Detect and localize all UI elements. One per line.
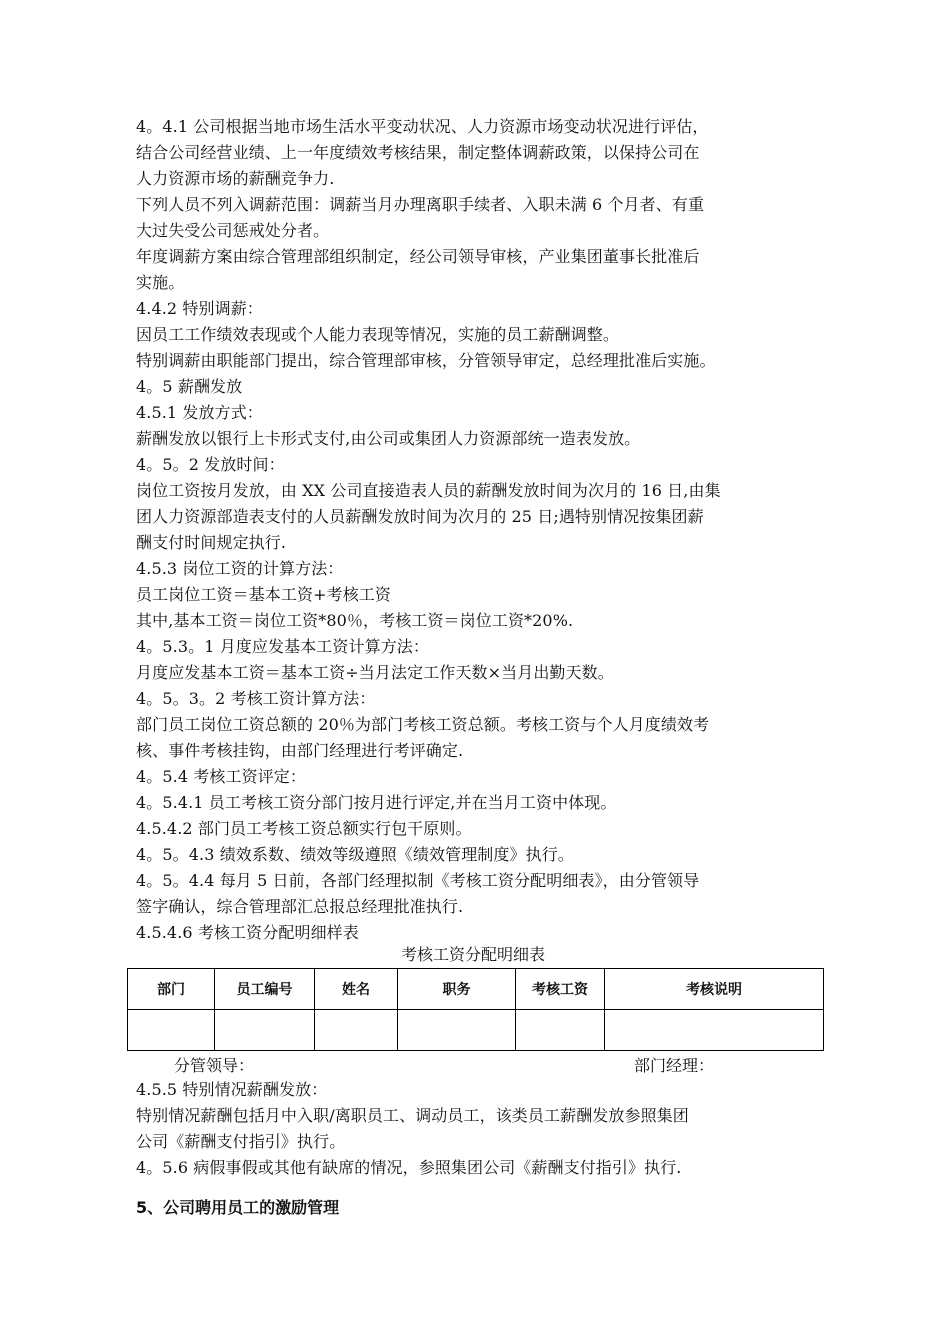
table-cell: [215, 1010, 315, 1051]
subsection-heading: 4.5.4.6 考核工资分配明细样表: [136, 923, 359, 942]
formula-line: 其中,基本工资＝岗位工资*80％，考核工资＝岗位工资*20%.: [136, 611, 574, 630]
table-cell: [128, 1010, 215, 1051]
text-line: 4。5。4.3 绩效系数、绩效等级遵照《绩效管理制度》执行。: [136, 845, 574, 864]
table-cell: [398, 1010, 516, 1051]
text-line: 4。5.6 病假事假或其他有缺席的情况，参照集团公司《薪酬支付指引》执行.: [136, 1158, 682, 1177]
text-line: 4.5.4.2 部门员工考核工资总额实行包干原则。: [136, 819, 472, 838]
formula-line: 月度应发基本工资＝基本工资÷当月法定工作天数×当月出勤天数。: [136, 663, 614, 682]
text-line: 部门员工岗位工资总额的 20％为部门考核工资总额。考核工资与个人月度绩效考: [136, 715, 710, 734]
text-line: 结合公司经营业绩、上一年度绩效考核结果，制定整体调薪政策，以保持公司在: [136, 143, 700, 162]
text-line: 团人力资源部造表支付的人员薪酬发放时间为次月的 25 日;遇特别情况按集团薪: [136, 507, 704, 526]
subsection-heading: 4。5.4 考核工资评定：: [136, 767, 307, 786]
text-line: 下列人员不列入调薪范围：调薪当月办理离职手续者、入职未满 6 个月者、有重: [136, 195, 705, 214]
table-header-cell: 考核说明: [605, 969, 824, 1010]
text-line: 4。5。4.4 每月 5 日前，各部门经理拟制《考核工资分配明细表》，由分管领导: [136, 871, 700, 890]
signature-row: [136, 1051, 826, 1081]
text-line: 大过失受公司惩戒处分者。: [136, 221, 330, 240]
text-line: 岗位工资按月发放，由 XX 公司直接造表人员的薪酬发放时间为次月的 16 日,由集: [136, 481, 721, 500]
subsection-heading: 4。5 薪酬发放: [136, 377, 243, 396]
paragraphs-top: [136, 114, 826, 946]
text-line: 签字确认，综合管理部汇总报总经理批准执行.: [136, 897, 464, 916]
table-header-cell: 员工编号: [215, 969, 315, 1010]
text-line: 因员工工作绩效表现或个人能力表现等情况，实施的员工薪酬调整。: [136, 325, 620, 344]
table-header-cell: 职务: [398, 969, 516, 1010]
text-line: 酬支付时间规定执行.: [136, 533, 287, 552]
table-header-row: [128, 969, 824, 1010]
table-cell: [516, 1010, 605, 1051]
text-line: 人力资源市场的薪酬竞争力.: [136, 169, 335, 188]
section-heading: 5、公司聘用员工的激励管理: [136, 1198, 340, 1217]
table-header-cell: 姓名: [315, 969, 398, 1010]
text-line: 核、事件考核挂钩，由部门经理进行考评确定.: [136, 741, 464, 760]
table-cell: [605, 1010, 824, 1051]
text-line: 特别调薪由职能部门提出，综合管理部审核，分管领导审定，总经理批准后实施。: [136, 351, 716, 370]
text-line: 年度调薪方案由综合管理部组织制定，经公司领导审核，产业集团董事长批准后: [136, 247, 700, 266]
text-line: 公司《薪酬支付指引》执行。: [136, 1132, 346, 1151]
text-line: 4。5.4.1 员工考核工资分部门按月进行评定,并在当月工资中体现。: [136, 793, 617, 812]
assessment-salary-table: [127, 968, 824, 1051]
text-line: 特别情况薪酬包括月中入职/离职员工、调动员工，该类员工薪酬发放参照集团: [136, 1106, 689, 1125]
text-line: 实施。: [136, 273, 185, 292]
table-header-cell: 部门: [128, 969, 215, 1010]
subsection-heading: 4.4.2 特别调薪：: [136, 299, 263, 318]
table-cell: [315, 1010, 398, 1051]
table-header-cell: 考核工资: [516, 969, 605, 1010]
subsection-heading: 4.5.3 岗位工资的计算方法：: [136, 559, 344, 578]
paragraphs-bottom: [136, 1077, 826, 1181]
subsection-heading: 4。5。3。2 考核工资计算方法：: [136, 689, 376, 708]
formula-line: 员工岗位工资＝基本工资+考核工资: [136, 585, 392, 604]
table-row: [128, 1010, 824, 1051]
text-line: 薪酬发放以银行上卡形式支付,由公司或集团人力资源部统一造表发放。: [136, 429, 641, 448]
subsection-heading: 4。5.3。1 月度应发基本工资计算方法：: [136, 637, 429, 656]
subsection-heading: 4.5.1 发放方式：: [136, 403, 263, 422]
manager-signature-label: 部门经理：: [634, 1056, 715, 1075]
subsection-heading: 4。5。2 发放时间：: [136, 455, 285, 474]
supervisor-signature-label: 分管领导：: [174, 1056, 255, 1075]
document-body: [136, 114, 826, 1221]
subsection-heading: 4.5.5 特别情况薪酬发放：: [136, 1080, 328, 1099]
table-caption: 考核工资分配明细表: [400, 945, 545, 964]
text-line: 4。4.1 公司根据当地市场生活水平变动状况、人力资源市场变动状况进行评估，: [136, 117, 709, 136]
